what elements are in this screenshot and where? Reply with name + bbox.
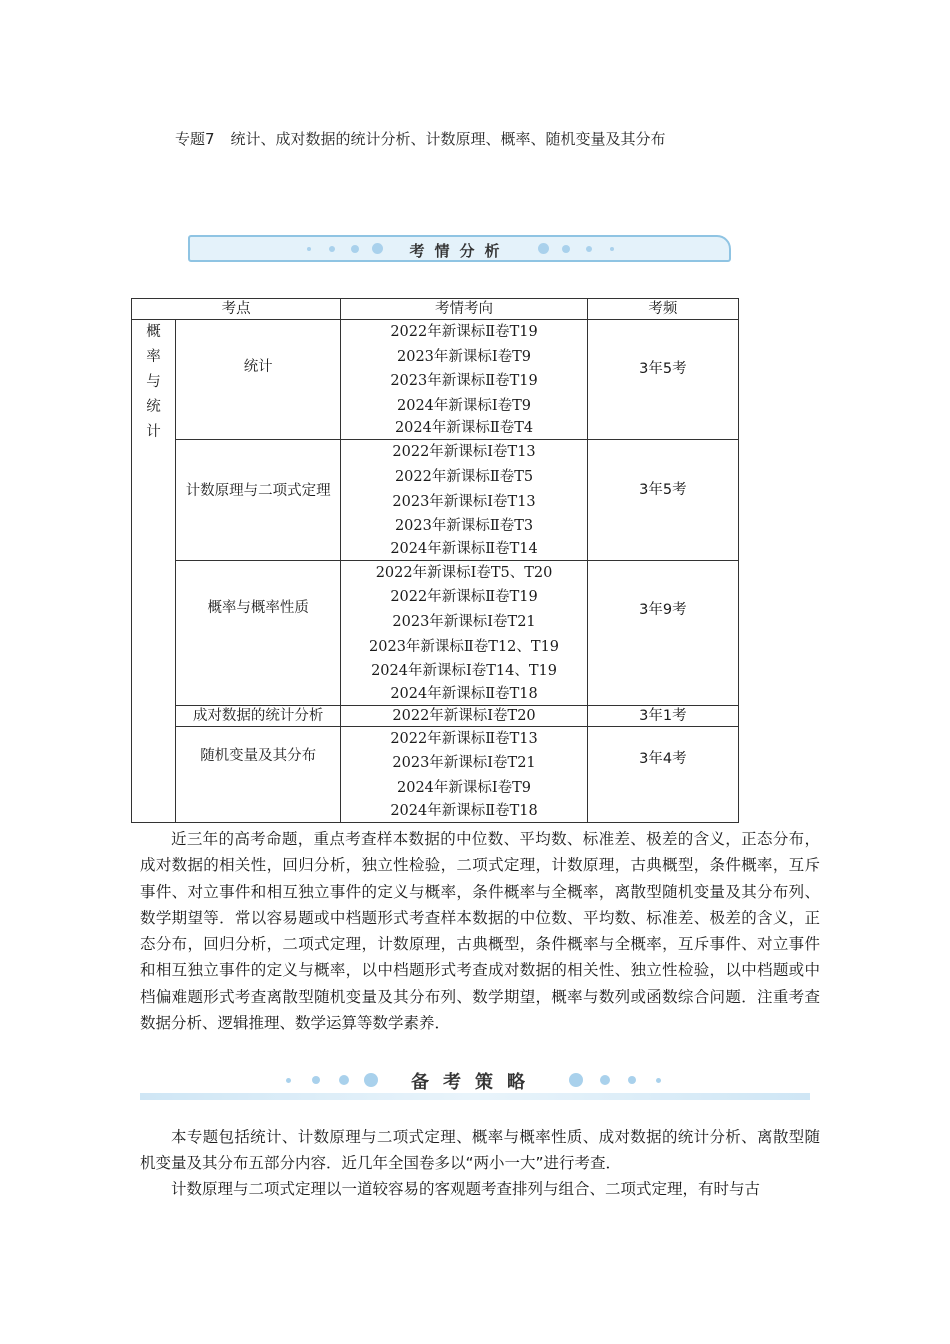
direction-item: 2023年新课标Ⅰ卷T9 xyxy=(397,348,532,365)
topic-cell xyxy=(176,440,341,560)
frequency-cell xyxy=(587,705,738,726)
direction-item: 2024年新课标Ⅰ卷T9 xyxy=(397,397,532,414)
topic-cell xyxy=(176,726,341,822)
direction-item: 2022年新课标Ⅱ卷T5 xyxy=(394,468,534,485)
section-title: 考情分析 xyxy=(409,242,510,260)
direction-cell xyxy=(341,440,587,560)
direction-item: 2024年新课标Ⅱ卷T18 xyxy=(390,802,538,819)
direction-item: 2023年新课标Ⅱ卷T19 xyxy=(390,373,538,390)
frequency-value: 3年9考 xyxy=(639,601,687,618)
direction-item: 2022年新课标Ⅰ卷T13 xyxy=(392,444,536,461)
frequency-value: 3年5考 xyxy=(639,361,687,377)
decor-dot-icon xyxy=(538,243,549,254)
header-point: 考点 xyxy=(132,299,341,320)
frequency-value: 3年4考 xyxy=(639,750,687,767)
direction-item: 2024年新课标Ⅱ卷T4 xyxy=(394,420,534,437)
direction-cell xyxy=(341,705,587,726)
direction-cell xyxy=(341,560,587,705)
running-header xyxy=(175,128,666,149)
table-row xyxy=(132,440,739,560)
direction-item: 2022年新课标Ⅱ卷T19 xyxy=(390,324,538,340)
direction-item: 2023年新课标Ⅰ卷T21 xyxy=(392,613,536,630)
direction-item: 2024年新课标Ⅱ卷T18 xyxy=(390,685,538,702)
strategy-paragraph: 本专题包括统计、计数原理与二项式定理、概率与概率性质、成对数据的统计分析、离散型随机变量及其分布五部分内容．近几年全国卷多以“两小一大”进行考查． xyxy=(140,1128,820,1173)
direction-item: 2022年新课标Ⅰ卷T20 xyxy=(392,707,536,724)
topic-number: 专题7 xyxy=(175,130,215,148)
direction-item: 2023年新课标Ⅰ卷T21 xyxy=(392,755,536,772)
exam-analysis-table xyxy=(131,298,739,823)
header-frequency: 考频 xyxy=(587,299,738,320)
decor-dot-icon xyxy=(586,246,592,252)
table-row xyxy=(132,320,739,440)
topic-cell xyxy=(176,560,341,705)
banner-bar xyxy=(140,1093,810,1100)
topic-cell xyxy=(176,320,341,440)
direction-item: 2024年新课标Ⅱ卷T14 xyxy=(390,540,538,557)
table-row xyxy=(132,726,739,822)
strategy-paragraph: 计数原理与二项式定理以一道较容易的客观题考查排列与组合、二项式定理，有时与古 xyxy=(171,1180,761,1198)
direction-item: 2023年新课标Ⅱ卷T3 xyxy=(394,518,534,535)
topic-label: 计数原理与二项式定理 xyxy=(185,483,331,500)
category-cell xyxy=(132,320,176,823)
analysis-paragraph: 近三年的高考命题，重点考查样本数据的中位数、平均数、标准差、极差的含义，正态分布，成对数据的相关性，回归分析，独立性检验，二项式定理，计数原理，古典概型，条件概率，互斥事件、对立事件和相互独立事件的定义与概率，条件概率与全概率，离散型随机变量及其分布列、数学期望等．常以容易题或中档题形式考查样本数据的中位数、平均数、标准差、极差的含义，正态分布，回归分析，二项式定理，计数原理，古典概型，条件概率与全概率，互斥事件、对立事件和相互独立事件的定义与概率，以中档题形式考查成对数据的相关性、独立性检验，以中档题或中档偏难题形式考查离散型随机变量及其分布列、数学期望，概率与数列或函数综合问题．注重考查数据分析、逻辑推理、数学运算等数学素养． xyxy=(140,830,820,1033)
topic-cell xyxy=(176,705,341,726)
frequency-cell xyxy=(587,320,738,440)
table-row xyxy=(132,560,739,705)
direction-item: 2022年新课标Ⅱ卷T13 xyxy=(390,730,538,747)
direction-item: 2023年新课标Ⅰ卷T13 xyxy=(392,493,536,510)
category-label: 概率与统计 xyxy=(146,324,161,440)
table-header-row xyxy=(132,299,739,320)
decor-dot-icon xyxy=(628,1076,636,1084)
frequency-value: 3年1考 xyxy=(639,707,687,724)
frequency-value: 3年5考 xyxy=(639,482,687,499)
header-direction: 考情考向 xyxy=(341,299,587,320)
topic-label: 随机变量及其分布 xyxy=(200,747,317,764)
section-banner-analysis xyxy=(188,235,731,262)
section-banner-strategy xyxy=(140,1066,810,1100)
direction-item: 2022年新课标Ⅱ卷T19 xyxy=(390,589,538,606)
section-title: 备考策略 xyxy=(411,1072,539,1093)
decor-dot-icon xyxy=(562,245,570,253)
topic-label: 成对数据的统计分析 xyxy=(192,707,324,724)
topic-title: 统计、成对数据的统计分析、计数原理、概率、随机变量及其分布 xyxy=(230,130,666,148)
decor-dot-icon xyxy=(656,1078,661,1083)
frequency-cell xyxy=(587,440,738,560)
decor-dot-icon xyxy=(569,1073,583,1087)
direction-item: 2024年新课标Ⅰ卷T9 xyxy=(397,779,532,796)
decor-dot-icon xyxy=(600,1075,610,1085)
direction-item: 2022年新课标Ⅰ卷T5、T20 xyxy=(375,564,553,581)
direction-cell xyxy=(341,726,587,822)
direction-item: 2024年新课标I卷T14、T19 xyxy=(371,663,557,680)
frequency-cell xyxy=(587,726,738,822)
direction-cell xyxy=(341,320,587,440)
decor-dot-icon xyxy=(610,247,614,251)
topic-label: 概率与概率性质 xyxy=(207,599,309,616)
table-row xyxy=(132,705,739,726)
topic-label: 统计 xyxy=(243,359,273,375)
frequency-cell xyxy=(587,560,738,705)
direction-item: 2023年新课标Ⅱ卷T12、T19 xyxy=(369,638,560,655)
